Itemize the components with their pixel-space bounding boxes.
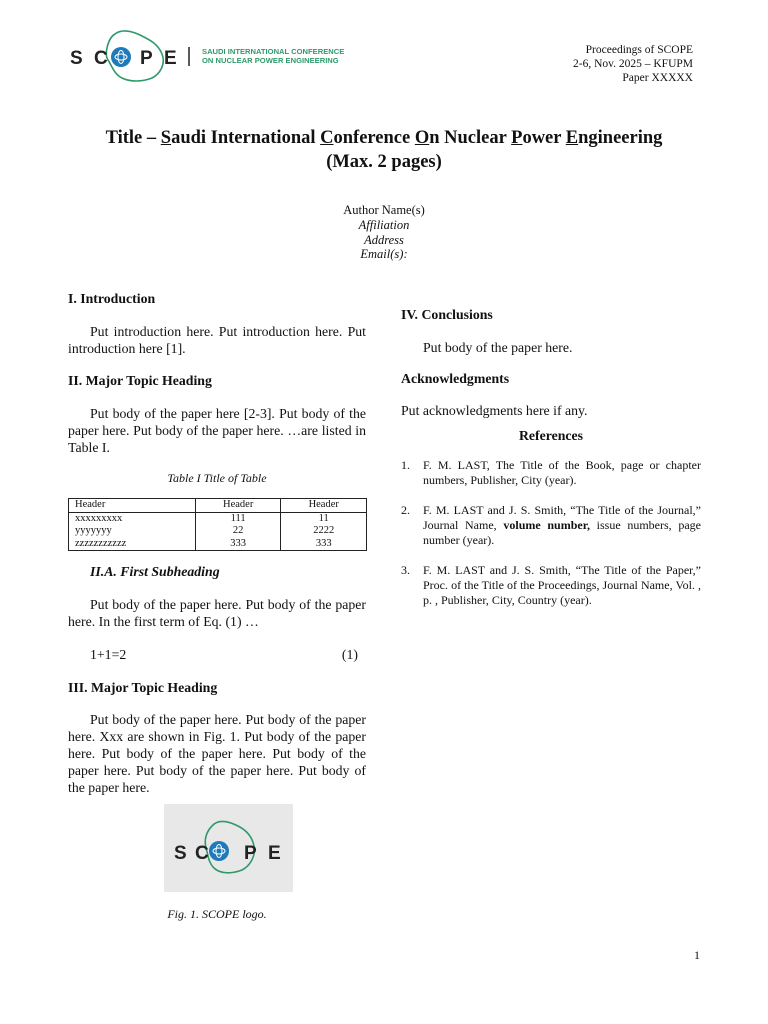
title-prefix: Title – — [105, 128, 161, 148]
table-cell: 111 — [195, 512, 281, 525]
table-header-cell: Header — [195, 499, 281, 513]
reference-number: 2. — [401, 502, 410, 517]
acknowledgments-body: Put acknowledgments here if any. — [401, 403, 588, 419]
title-word: ngineering — [578, 128, 663, 148]
reference-list — [401, 458, 701, 608]
reference-text-part: F. M. LAST and J. S. Smith, “The Title of the Journal,” Journal Name, — [423, 502, 701, 532]
page-number: 1 — [694, 948, 700, 962]
table-cell: 333 — [281, 538, 367, 551]
major-heading-3: III. Major Topic Heading — [68, 679, 218, 695]
logo-letter-c: C — [94, 48, 108, 69]
title-word: onference — [333, 128, 415, 148]
author-address: Address — [364, 232, 404, 247]
reference-item — [401, 458, 701, 488]
reference-text: F. M. LAST and J. S. Smith, “The Title of the Paper,” Proc. of the Title of the Proceedings, Journal Name, Vol. , p. , Publisher, City, Country (year). — [423, 562, 701, 607]
title-initial-o: O — [414, 128, 430, 148]
table-header-cell: Header — [281, 499, 367, 513]
table-header-row — [69, 499, 367, 513]
table-cell: xxxxxxxxx — [69, 512, 196, 525]
table-caption: Table I Title of Table — [167, 470, 267, 485]
table-header-cell: Header — [69, 499, 196, 513]
title-initial-c: C — [320, 128, 334, 148]
reference-number: 1. — [401, 457, 410, 472]
table-cell: 11 — [281, 512, 367, 525]
reference-item — [401, 563, 701, 608]
figure-letter-c: C — [195, 843, 209, 865]
figure-letter-p: P — [244, 843, 257, 865]
table-cell: yyyyyyy — [69, 525, 196, 538]
conclusions-heading: IV. Conclusions — [401, 307, 493, 322]
figure-1-image — [164, 804, 293, 892]
figure-letter-s: S — [174, 843, 187, 865]
major-body-2: Put body of the paper here [2-3]. Put body of the paper here. Put body of the paper here. …are listed in Table I. — [68, 406, 366, 455]
title-word: audi International — [171, 128, 321, 148]
title-initial-e: E — [565, 128, 579, 148]
table-cell: 22 — [195, 525, 281, 538]
logo-letter-s: S — [70, 48, 83, 69]
title-word: n Nuclear — [429, 128, 512, 148]
subheading: II.A. First Subheading — [90, 564, 220, 580]
scope-logo-figure — [164, 804, 293, 892]
title-word: ower — [522, 128, 566, 148]
title-initial-s: S — [160, 128, 172, 148]
intro-heading: I. Introduction — [68, 291, 156, 306]
subheading-body: Put body of the paper here. Put body of the paper here. In the first term of Eq. (1) … — [68, 597, 366, 629]
logo-tagline-line1: SAUDI INTERNATIONAL CONFERENCE — [202, 47, 345, 56]
author-affiliation: Affiliation — [358, 217, 410, 232]
data-table — [68, 498, 367, 551]
paper-id: Paper XXXXX — [622, 72, 693, 84]
reference-text: F. M. LAST, The Title of the Book, page or chapter numbers, Publisher, City (year). — [423, 457, 701, 487]
conference-logo — [68, 26, 368, 86]
intro-body: Put introduction here. Put introduction here. Put introduction here [1]. — [68, 323, 366, 356]
paper-title — [0, 126, 768, 174]
table-row — [69, 512, 367, 525]
reference-number: 3. — [401, 562, 410, 577]
title-line2: (Max. 2 pages) — [326, 152, 442, 172]
reference-text-part: issue numbers, page number (year). — [423, 517, 701, 547]
table-cell: 333 — [195, 538, 281, 551]
equation-text: 1+1=2 — [90, 646, 127, 662]
reference-item — [401, 503, 701, 548]
table-cell: 2222 — [281, 525, 367, 538]
logo-tagline-line2: ON NUCLEAR POWER ENGINEERING — [202, 56, 339, 65]
equation-1 — [68, 647, 366, 664]
acknowledgments-heading: Acknowledgments — [401, 370, 510, 386]
logo-letter-p: P — [140, 48, 153, 69]
title-initial-p: P — [511, 128, 523, 148]
author-block — [0, 203, 768, 262]
proceedings-line1: Proceedings of SCOPE — [585, 44, 693, 56]
proceedings-dates: 2-6, Nov. 2025 – KFUPM — [572, 58, 693, 70]
conclusions-body: Put body of the paper here. — [423, 339, 573, 355]
table-row — [69, 525, 367, 538]
figure-caption: Fig. 1. SCOPE logo. — [167, 907, 267, 922]
reference-volume: volume number, — [503, 517, 590, 532]
left-column — [68, 291, 366, 923]
major-body-3: Put body of the paper here. Put body of the paper here. Xxx are shown in Fig. 1. Put body of the paper here. Put body of the paper here. Put body of the paper here. Put body of the paper here. Put body of the paper here. — [68, 712, 366, 795]
proceedings-info — [573, 43, 693, 85]
references-heading: References — [518, 428, 584, 444]
figure-letter-e: E — [268, 843, 281, 865]
equation-number: (1) — [341, 646, 358, 662]
author-name: Author Name(s) — [343, 203, 425, 217]
table-cell: zzzzzzzzzzz — [69, 538, 196, 551]
table-row — [69, 538, 367, 551]
logo-letter-e: E — [164, 48, 177, 69]
author-emails: Email(s): — [360, 247, 408, 262]
reference-text — [423, 503, 701, 548]
title-line1 — [0, 126, 768, 150]
scope-logo-graphic — [68, 26, 368, 86]
right-column — [401, 307, 701, 608]
major-heading-2: II. Major Topic Heading — [68, 373, 212, 389]
